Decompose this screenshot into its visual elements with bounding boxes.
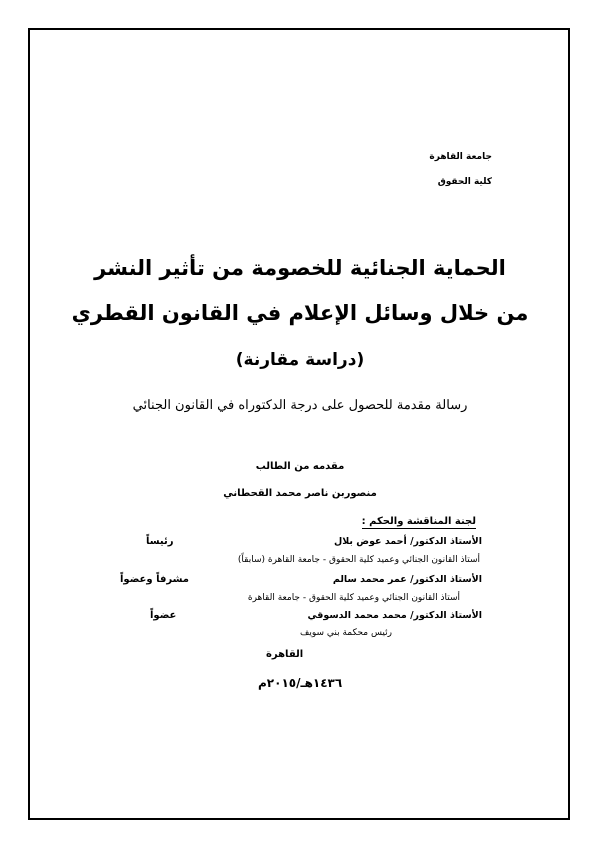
thesis-title-line-3: (دراسة مقارنة) <box>235 350 365 370</box>
committee-member-role: رئيساً <box>146 536 174 547</box>
student-name: منصوربن ناصر محمد القحطاني <box>223 488 377 499</box>
committee-member-description: رئيس محكمة بني سويف <box>300 628 392 638</box>
thesis-title-line-1: الحماية الجنائية للخصومة من تأثير النشر <box>94 256 506 280</box>
city-name: القاهرة <box>266 649 304 660</box>
university-name: جامعة القاهرة <box>429 152 492 162</box>
committee-member-name: الأستاذ الدكتور/ عمر محمد سالم <box>332 574 482 585</box>
page-border <box>28 28 570 820</box>
committee-member-name: الأستاذ الدكتور/ أحمد عوض بلال <box>333 536 482 547</box>
faculty-name: كلية الحقوق <box>437 177 492 187</box>
committee-member-name: الأستاذ الدكتور/ محمد محمد الدسوقي <box>307 610 482 621</box>
submitted-by-label: مقدمه من الطالب <box>255 461 345 472</box>
committee-member-description: أستاذ القانون الجنائي وعميد كلية الحقوق - جامعة القاهرة (سابقاً) <box>237 555 480 565</box>
committee-member-role: عضواً <box>150 610 177 621</box>
committee-member-description: أستاذ القانون الجنائي وعميد كلية الحقوق - جامعة القاهرة <box>247 593 460 603</box>
thesis-title-line-2: من خلال وسائل الإعلام في القانون القطري <box>71 301 529 325</box>
committee-member-role: مشرفاً وعضواً <box>120 574 189 585</box>
thesis-subtitle: رسالة مقدمة للحصول على درجة الدكتوراه في القانون الجنائي <box>132 398 468 413</box>
submission-date: ١٤٣٦هـ/٢٠١٥م <box>258 676 343 690</box>
committee-heading: لجنة المناقشة والحكم : <box>361 516 476 527</box>
